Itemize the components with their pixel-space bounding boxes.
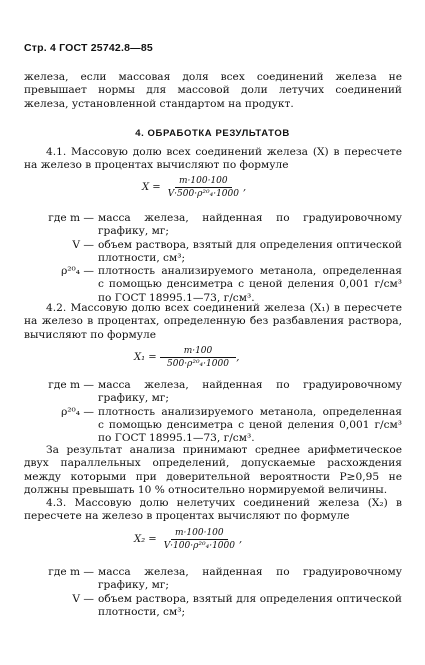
formula-x2 <box>134 528 242 551</box>
definitions-1 <box>24 212 402 305</box>
definition-body: масса железа, найденная по градуировочному графику, мг; <box>98 379 402 405</box>
section-title: 4. ОБРАБОТКА РЕЗУЛЬТАТОВ <box>135 128 290 139</box>
definition-term: где m — <box>48 212 94 224</box>
paragraph-4-1: 4.1. Массовую долю всех соединений железа (X) в пересчете на железо в процентах вычисляют по формуле <box>24 146 402 172</box>
paragraph-4-2: 4.2. Массовую долю всех соединений железа (X₁) в пересчете на железо в процентах, определенную без разбавления раствора, вычисляют по формуле <box>24 302 402 341</box>
definition-item <box>24 379 402 406</box>
formula-x-denominator: V·500·ρ²⁰₄·1000 <box>167 189 239 199</box>
intro-paragraph: железа, если массовая доля всех соединений железа не превышает нормы для массовой доли летучих соединений железа, установленной стандартом на продукт. <box>24 71 402 110</box>
formula-x2-fraction <box>160 528 239 551</box>
page-header: Стр. 4 ГОСТ 25742.8—85 <box>24 42 153 54</box>
paragraph-4-3: 4.3. Массовую долю нелетучих соединений железа (X₂) в пересчете на железо в процентах вычисляют по формуле <box>24 497 402 523</box>
formula-x-lhs: X = <box>142 182 161 193</box>
formula-x2-numerator: m·100·100 <box>171 528 228 540</box>
paragraph-result: За результат анализа принимают среднее арифметическое двух параллельных определений, допускаемые расхождения между которыми при доверительной вероятности P≥0,95 не должны превышать 10 % относительно нормируемой величины. <box>24 444 402 496</box>
definition-item <box>24 406 402 446</box>
definition-item <box>24 239 402 266</box>
formula-x2-tail: , <box>238 534 243 545</box>
definition-body: объем раствора, взятый для определения оптической плотности, см³; <box>98 592 402 618</box>
definitions-3 <box>24 566 402 619</box>
definition-term: ρ²⁰₄ — <box>61 405 94 418</box>
definition-term: ρ²⁰₄ — <box>61 265 94 278</box>
definition-body: плотность анализируемого метанола, определенная с помощью денсиметра с ценой деления 0,001 г/см³ по ГОСТ 18995.1—73, г/см³. <box>98 265 402 304</box>
definition-item <box>24 212 402 239</box>
formula-x1-lhs: X₁ = <box>134 352 157 363</box>
formula-x1-numerator: m·100 <box>160 346 237 358</box>
definition-body: плотность анализируемого метанола, определенная с помощью денсиметра с ценой деления 0,001 г/см³ по ГОСТ 18995.1—73, г/см³. <box>98 405 402 445</box>
formula-x-tail: , <box>242 182 247 193</box>
formula-x1 <box>134 346 239 369</box>
definition-term: V — <box>72 592 94 605</box>
formula-x-fraction <box>164 176 243 199</box>
formula-x1-fraction <box>160 346 240 369</box>
definition-item <box>24 566 402 593</box>
formula-x1-tail: , <box>236 352 240 363</box>
definition-term: где m — <box>48 379 94 391</box>
formula-x <box>142 176 246 199</box>
definition-term: V — <box>72 238 94 251</box>
definitions-2 <box>24 379 402 445</box>
definition-item <box>24 593 402 620</box>
formula-x2-denominator: V·100·ρ²⁰₄·1000 <box>163 541 235 551</box>
definition-body: масса железа, найденная по градуировочному графику, мг; <box>98 566 402 592</box>
definition-body: масса железа, найденная по градуировочному графику, мг; <box>98 212 402 238</box>
definition-item <box>24 265 402 305</box>
formula-x1-denominator: 500·ρ²⁰₄·1000 <box>167 359 229 369</box>
definition-term: где m — <box>48 566 94 578</box>
formula-x-numerator: m·100·100 <box>175 176 232 188</box>
formula-x2-lhs: X₂ = <box>134 534 157 545</box>
definition-body: объем раствора, взятый для определения оптической плотности, см³; <box>98 238 402 264</box>
